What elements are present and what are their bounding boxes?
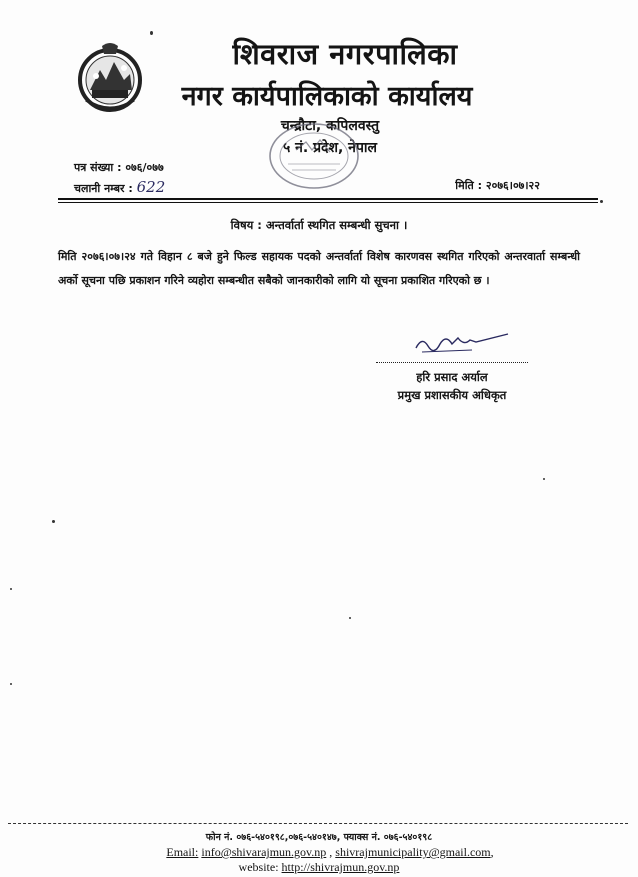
- office-seal-icon: [266, 120, 362, 192]
- reference-value: ०७६/०७७: [125, 161, 164, 174]
- scan-speck: [10, 683, 12, 685]
- footer-phones: फोन नं. ०७६-५४०१९८,०७६-५४०१४७, फ्याक्स नं. ०७६-५४०१९८: [205, 832, 433, 843]
- nepal-emblem-icon: [76, 40, 144, 116]
- date-label: मिति :: [455, 179, 483, 192]
- signatory-title: प्रमुख प्रशासकीय अधिकृत: [397, 388, 507, 402]
- office-name: शिवराज नगरपालिका: [232, 37, 458, 71]
- office-address-line2: ५ नं. प्रदेश, नेपाल: [282, 140, 378, 156]
- email-link-gmail[interactable]: shivrajmunicipality@gmail.com: [335, 845, 491, 859]
- dispatch-label: चलानी नम्बर :: [74, 182, 133, 195]
- date-value: २०७६।०७।२२: [485, 179, 540, 192]
- letter-subject: विषय : अन्तर्वार्ता स्थगित सम्बन्धी सुचना ।: [230, 218, 408, 232]
- handwritten-signature-icon: [412, 328, 512, 356]
- letter-body: मिति २०७६।०७।२४ गते विहान ८ बजे हुने फिल्ड सहायक पदको अन्तर्वार्ता विशेष कारणवस स्थगित गरिएको अन्तरवार्ता सम्बन्धी अर्को सूचना पछि प्रकाशन गरिने व्यहोरा सम्बन्धीत सबैको जानकारीको लागि यो सूचना प्रकाशित गरिएको छ ।: [58, 250, 580, 287]
- scan-speck: [349, 617, 351, 619]
- office-address-line1: चन्द्रौटा, कपिलवस्तु: [280, 118, 380, 134]
- scan-speck: [52, 520, 55, 523]
- email-label: Email:: [166, 845, 199, 859]
- footer-divider: [8, 823, 628, 824]
- signature-line: [376, 362, 528, 363]
- signatory-name: हरि प्रसाद अर्याल: [416, 370, 488, 384]
- email-separator: ,: [326, 845, 336, 859]
- reference-label: पत्र संख्या :: [74, 161, 122, 174]
- website-label: website:: [238, 860, 279, 874]
- scan-speck: [600, 200, 603, 203]
- email-link-info[interactable]: info@shivarajmun.gov.np: [201, 845, 327, 859]
- dispatch-number: [74, 178, 165, 196]
- email-end: ,: [490, 845, 494, 859]
- header-divider-thin: [58, 202, 598, 203]
- scan-speck: [150, 31, 153, 35]
- scan-speck: [10, 588, 12, 590]
- footer-website: [0, 860, 638, 875]
- reference-number: [74, 160, 164, 175]
- footer-emails: [0, 845, 638, 860]
- header-divider: [58, 198, 598, 200]
- scan-speck: [543, 478, 545, 480]
- office-subtitle: नगर कार्यपालिकाको कार्यालय: [181, 81, 473, 112]
- letter-date: [455, 178, 540, 193]
- website-link[interactable]: http://shivrajmun.gov.np: [281, 860, 400, 874]
- dispatch-value: 622: [136, 178, 166, 196]
